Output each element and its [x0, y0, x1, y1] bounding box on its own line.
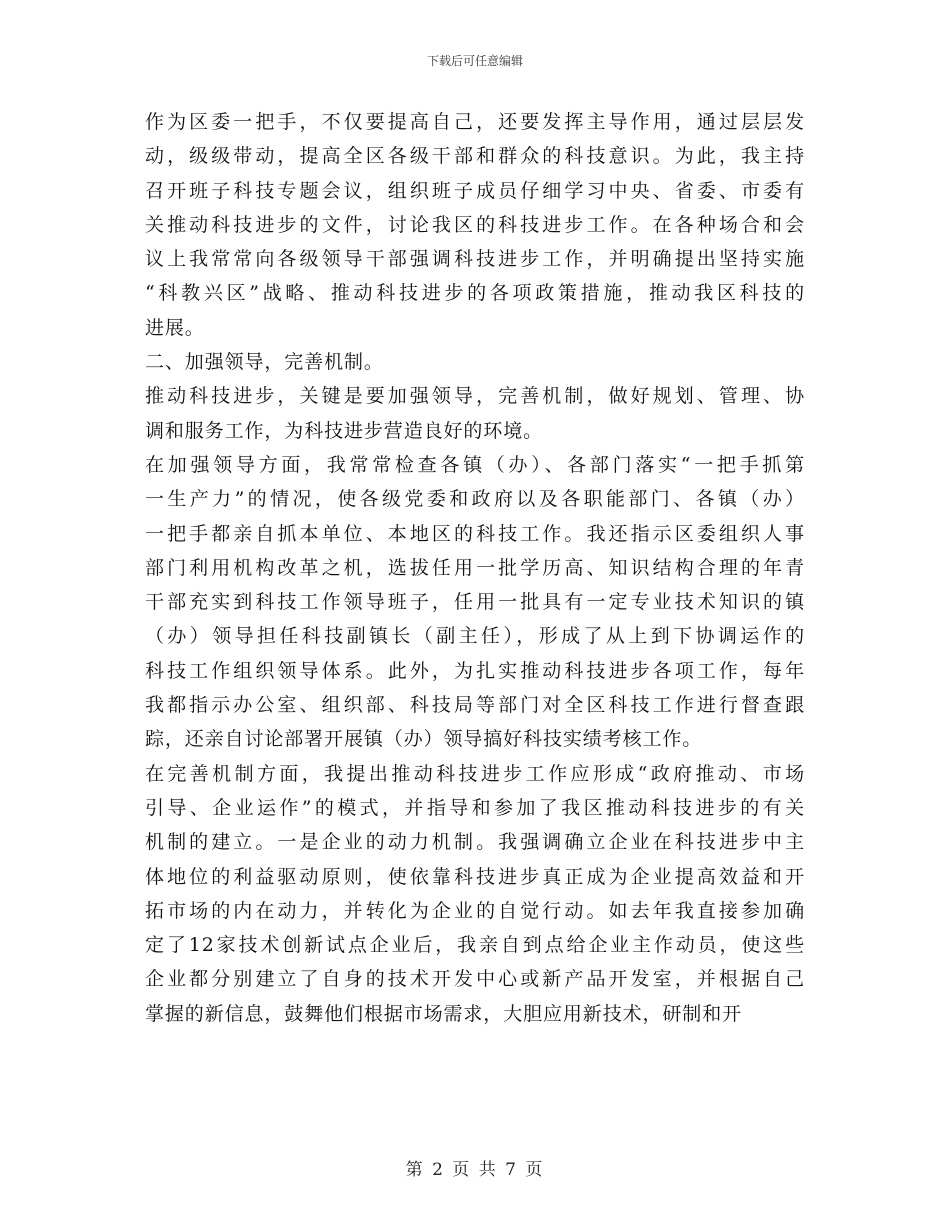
text-line: 部门利用机构改革之机，选拔任用一批学历高、知识结构合理的年青 — [145, 556, 805, 579]
text-line: 机制的建立。一是企业的动力机制。我强调确立企业在科技进步中主 — [145, 831, 805, 854]
page-number-footer: 第 2 页 共 7 页 — [405, 1160, 545, 1180]
paragraph — [145, 448, 805, 757]
text-line: 拓市场的内在动力，并转化为企业的自觉行动。如去年我直接参加确 — [145, 899, 805, 922]
text-line: 动，级级带动，提高全区各级干部和群众的科技意识。为此，我主持 — [145, 145, 805, 168]
text-line: （办）领导担任科技副镇长（副主任），形成了从上到下协调运作的 — [145, 625, 805, 648]
text-line: 一把手都亲自抓本单位、本地区的科技工作。我还指示区委组织人事 — [145, 522, 805, 545]
text-line: 关推动科技进步的文件，讨论我区的科技进步工作。在各种场合和会 — [145, 213, 805, 236]
text-line: 在完善机制方面，我提出推动科技进步工作应形成“政府推动、市场 — [145, 762, 805, 785]
text-line: 推动科技进步，关键是要加强领导，完善机制，做好规划、管理、协 — [145, 385, 805, 408]
text-line: 我都指示办公室、组织部、科技局等部门对全区科技工作进行督查跟 — [145, 694, 805, 717]
paragraph — [145, 379, 805, 448]
text-line: 进展。 — [145, 316, 205, 339]
text-line: 一生产力”的情况，使各级党委和政府以及各职能部门、各镇（办） — [145, 488, 805, 511]
text-line: 在加强领导方面，我常常检查各镇（办）、各部门落实“一把手抓第 — [145, 453, 805, 476]
text-line: 召开班子科技专题会议，组织班子成员仔细学习中央、省委、市委有 — [145, 179, 805, 202]
text-line: 议上我常常向各级领导干部强调科技进步工作，并明确提出坚持实施 — [145, 248, 805, 271]
text-line: 体地位的利益驱动原则，使依靠科技进步真正成为企业提高效益和开 — [145, 865, 805, 888]
text-line: 干部充实到科技工作领导班子，任用一批具有一定专业技术知识的镇 — [145, 591, 805, 614]
paragraph — [145, 757, 805, 1031]
text-line: 科技工作组织领导体系。此外，为扎实推动科技进步各项工作，每年 — [145, 659, 805, 682]
paragraph — [145, 105, 805, 345]
paragraph — [145, 345, 805, 379]
text-line: 掌握的新信息，鼓舞他们根据市场需求，大胆应用新技术，研制和开 — [145, 1002, 743, 1025]
document-body — [145, 105, 805, 1031]
text-line: 二、加强领导，完善机制。 — [145, 351, 384, 374]
text-line: 企业都分别建立了自身的技术开发中心或新产品开发室，并根据自己 — [145, 968, 805, 991]
text-line: 作为区委一把手，不仅要提高自己，还要发挥主导作用，通过层层发 — [145, 111, 805, 133]
text-line: “科教兴区”战略、推动科技进步的各项政策措施，推动我区科技的 — [145, 282, 805, 305]
page-header-note: 下载后可任意编辑 — [426, 54, 523, 68]
text-line: 调和服务工作，为科技进步营造良好的环境。 — [145, 419, 544, 442]
text-line: 定了12家技术创新试点企业后，我亲自到点给企业主作动员，使这些 — [145, 934, 805, 957]
text-line: 引导、企业运作”的模式，并指导和参加了我区推动科技进步的有关 — [145, 796, 805, 819]
text-line: 踪，还亲自讨论部署开展镇（办）领导搞好科技实绩考核工作。 — [145, 728, 703, 751]
